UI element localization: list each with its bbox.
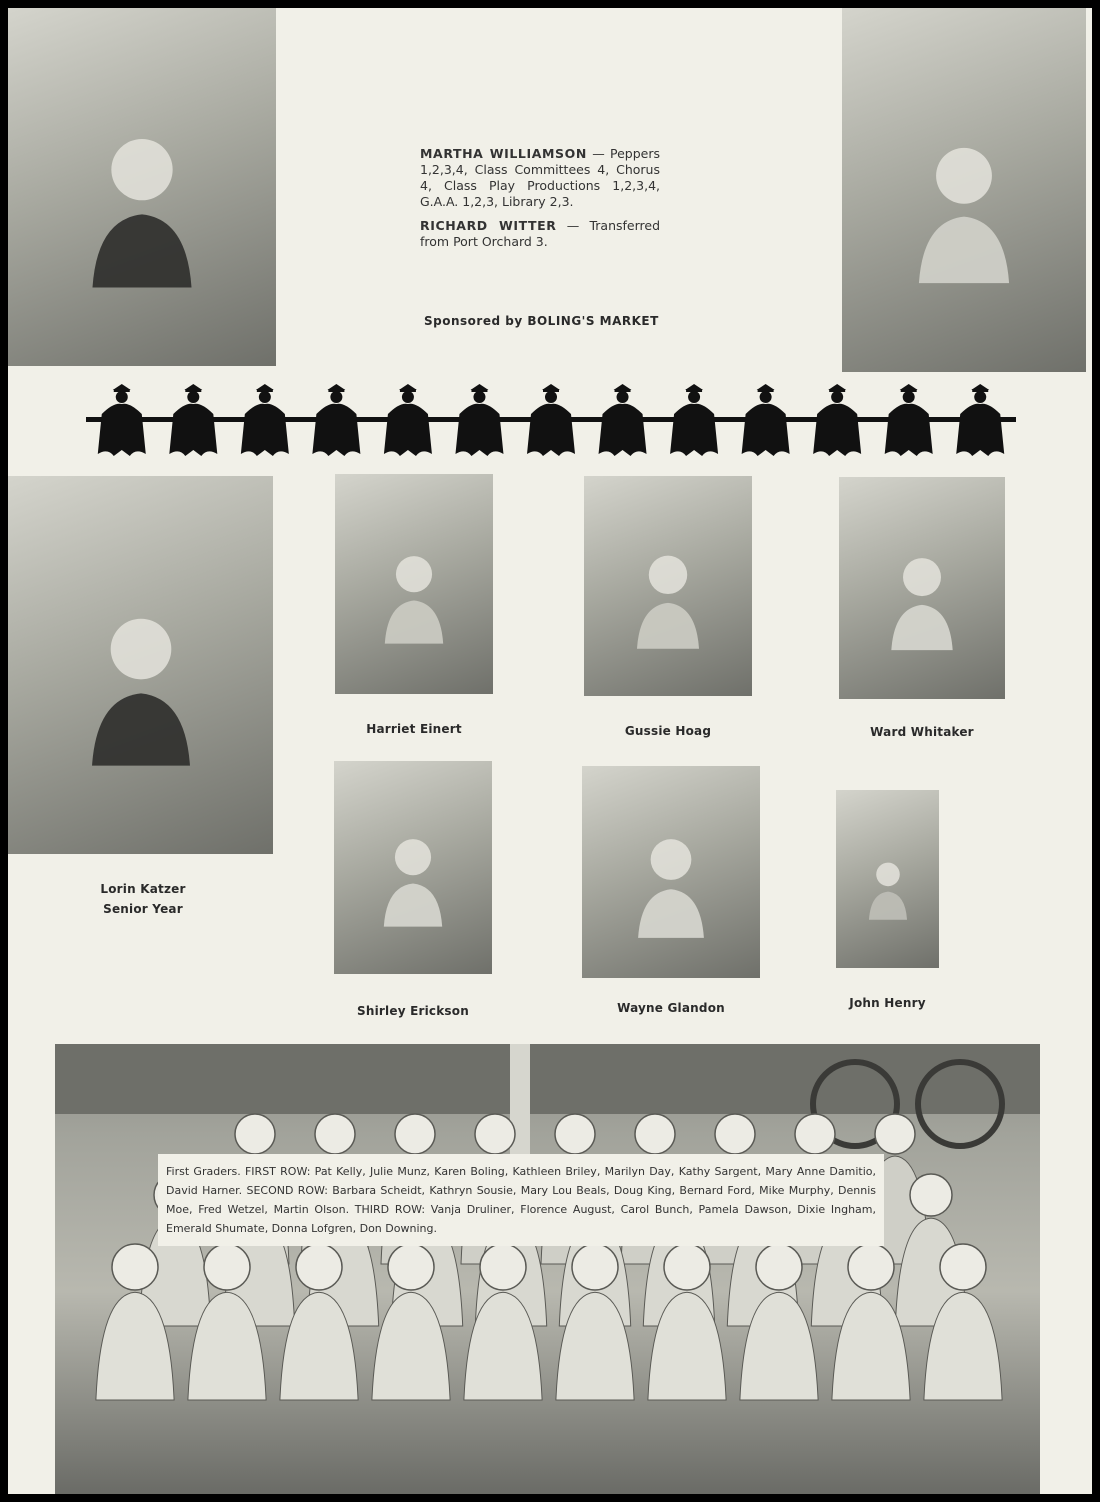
graduate-figure-border [86,384,1016,464]
portrait-wayne-glandon [582,766,760,978]
caption-lorin-katzer [68,879,218,919]
person-silhouette-icon [632,817,710,948]
portrait-shirley-erickson [334,761,492,974]
caption-name: Lorin Katzer [100,882,186,896]
portrait-richard-witter [842,8,1086,372]
graduate-figure-icon [599,384,647,456]
graduate-figure-icon [98,384,146,456]
bio-martha [420,146,660,210]
group-photo-image [55,1044,1040,1494]
caption-harriet-einert: Harriet Einert [366,722,462,736]
bio-name: RICHARD WITTER [420,218,557,233]
person-silhouette-icon [83,94,201,316]
person-silhouette-icon [631,529,705,665]
caption-gussie-hoag: Gussie Hoag [624,724,712,738]
caption-shirley-erickson: Shirley Erickson [357,1004,469,1018]
bio-name: MARTHA WILLIAMSON [420,146,587,161]
caption-wayne-glandon: Wayne Glandon [617,1001,725,1015]
yearbook-page [8,8,1092,1494]
portrait-gussie-hoag [584,476,752,696]
graduate-figure-icon [241,384,289,456]
person-silhouette-icon [82,567,199,801]
portrait-john-henry [836,790,939,968]
caption-ward-whitaker: Ward Whitaker [870,725,974,739]
person-silhouette-icon [378,812,448,944]
caption-john-henry: John Henry [849,996,926,1010]
first-graders-group-photo [55,1044,1040,1494]
graduate-figure-icon [312,384,360,456]
graduate-figure-icon [956,384,1004,456]
graduate-figure-icon [885,384,933,456]
caption-subtitle: Senior Year [103,902,183,916]
portrait-harriet-einert [335,474,493,694]
sponsor-line: Sponsored by BOLING'S MARKET [424,314,659,328]
portrait-lorin-katzer [8,476,273,854]
graduate-figure-icon [670,384,718,456]
portrait-martha-williamson [8,8,276,366]
bio-text: — Peppers 1,2,3,4, Class Committees 4, Chorus 4, Class Play Productions 1,2,3,4, G.A.A. 1,2,3, Library 2,3. [420,146,660,209]
graduate-figure-icon [527,384,575,456]
graduate-figure-icon [169,384,217,456]
bio-text: — Transferred from Port Orchard 3. [420,218,660,249]
senior-bios [420,146,660,258]
graduate-figure-icon [742,384,790,456]
person-silhouette-icon [379,527,449,663]
bio-richard [420,218,660,250]
portrait-ward-whitaker [839,477,1005,699]
graduate-figure-icon [384,384,432,456]
person-silhouette-icon [885,530,958,668]
graduate-figure-icon [455,384,503,456]
person-silhouette-icon [865,833,910,943]
group-photo-caption: First Graders. FIRST ROW: Pat Kelly, Julie Munz, Karen Boling, Kathleen Briley, Marilyn Day, Kathy Sargent, Mary Anne Damitio, David Harner. SECOND ROW: Barbara Scheidt, Kathryn Sousie, Mary Lou Beals, Doug King, Bernard Ford, Mike Murphy, Dennis Moe, Fred Wetzel, Martin Olson. THIRD ROW: Vanja Druliner, Florence August, Carol Bunch, Pamela Dawson, Dixie Ingham, Emerald Shumate, Donna Lofgren, Don Downing. [158,1154,884,1246]
graduate-figure-icon [813,384,861,456]
person-silhouette-icon [910,95,1017,321]
